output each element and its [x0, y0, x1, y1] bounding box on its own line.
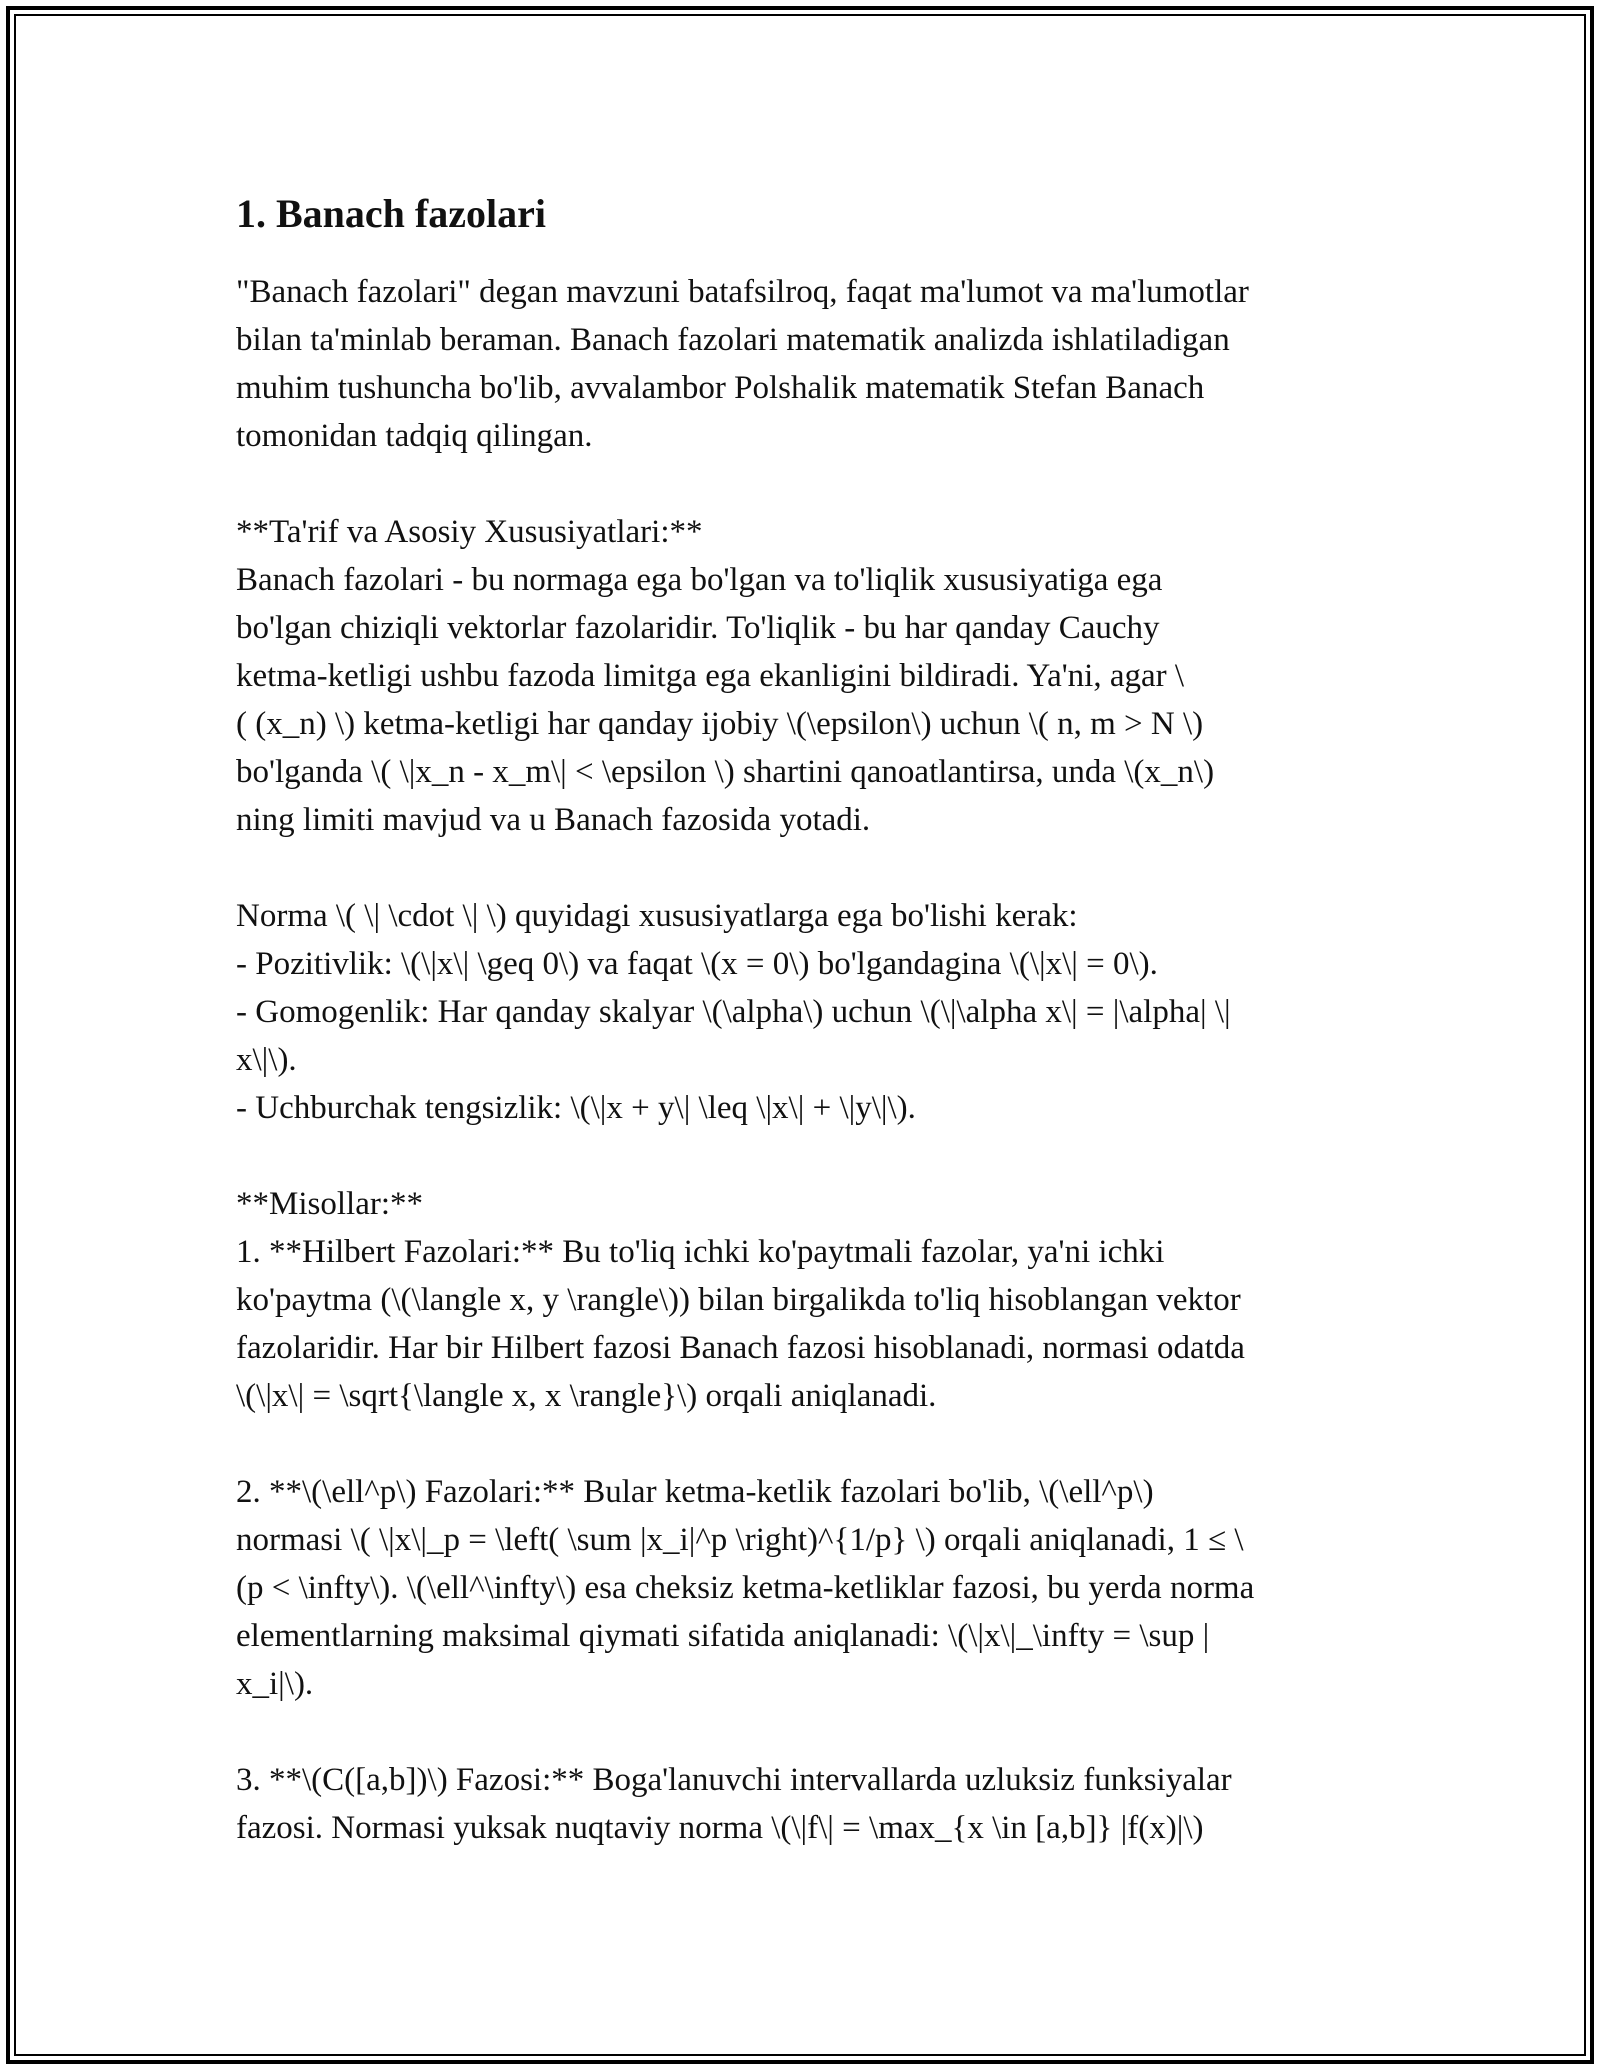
text-line: ko'paytma (\(\langle x, y \rangle\)) bilan birgalikda to'liq hisoblangan vektor: [236, 1282, 1241, 1318]
list-item-line: - Pozitivlik: \(\|x\| \geq 0\) va faqat \(x = 0\) bo'lgandagina \(\|x\| = 0\).: [236, 946, 1158, 982]
subheading-line: **Ta'rif va Asosiy Xususiyatlari:**: [236, 514, 703, 550]
text-line: normasi \( \|x\|_p = \left( \sum |x_i|^p \right)^{1/p} \) orqali aniqlanadi, 1 ≤ \: [236, 1522, 1244, 1558]
text-line: ning limiti mavjud va u Banach fazosida yotadi.: [236, 802, 871, 838]
text-line: tomonidan tadqiq qilingan.: [236, 418, 593, 454]
section-title: 1. Banach fazolari: [236, 191, 546, 236]
text-line: elementlarning maksimal qiymati sifatida aniqlanadi: \(\|x\|_\infty = \sup |: [236, 1618, 1210, 1654]
text-line: x_i|\).: [236, 1666, 314, 1702]
text-line: muhim tushuncha bo'lib, avvalambor Polshalik matematik Stefan Banach: [236, 370, 1205, 406]
text-line: ketma-ketligi ushbu fazoda limitga ega ekanligini bildiradi. Ya'ni, agar \: [236, 658, 1185, 694]
list-item-line: 3. **\(C([a,b])\) Fazosi:** Boga'lanuvchi intervallarda uzluksiz funksiyalar: [236, 1762, 1232, 1798]
text-line: (p < \infty\). \(\ell^\infty\) esa cheksiz ketma-ketliklar fazosi, bu yerda norma: [236, 1570, 1255, 1606]
list-item-line: - Uchburchak tengsizlik: \(\|x + y\| \leq \|x\| + \|y\|\).: [236, 1090, 916, 1126]
text-line: bo'lganda \( \|x_n - x_m\| < \epsilon \) shartini qanoatlantirsa, unda \(x_n\): [236, 754, 1215, 790]
text-line: bilan ta'minlab beraman. Banach fazolari matematik analizda ishlatiladigan: [236, 322, 1230, 358]
text-line: Banach fazolari - bu normaga ega bo'lgan va to'liqlik xususiyatiga ega: [236, 562, 1163, 598]
list-item-line: - Gomogenlik: Har qanday skalyar \(\alpha\) uchun \(\|\alpha x\| = |\alpha| \|: [236, 994, 1231, 1030]
list-item-line: 2. **\(\ell^p\) Fazolari:** Bular ketma-ketlik fazolari bo'lib, \(\ell^p\): [236, 1474, 1154, 1510]
text-line: \(\|x\| = \sqrt{\langle x, x \rangle}\) orqali aniqlanadi.: [236, 1378, 937, 1414]
text-line: ( (x_n) \) ketma-ketligi har qanday ijobiy \(\epsilon\) uchun \( n, m > N \): [236, 706, 1204, 742]
text-line: Norma \( \| \cdot \| \) quyidagi xususiyatlarga ega bo'lishi kerak:: [236, 898, 1078, 934]
list-item-line: 1. **Hilbert Fazolari:** Bu to'liq ichki ko'paytmali fazolar, ya'ni ichki: [236, 1234, 1165, 1270]
text-line: bo'lgan chiziqli vektorlar fazolaridir. To'liqlik - bu har qanday Cauchy: [236, 610, 1160, 646]
text-line: fazosi. Normasi yuksak nuqtaviy norma \(\|f\| = \max_{x \in [a,b]} |f(x)|\): [236, 1810, 1204, 1846]
list-item-line: x\|\).: [236, 1042, 297, 1078]
text-line: fazolaridir. Har bir Hilbert fazosi Banach fazosi hisoblanadi, normasi odatda: [236, 1330, 1245, 1366]
subheading-line: **Misollar:**: [236, 1186, 423, 1222]
text-line: "Banach fazolari" degan mavzuni batafsilroq, faqat ma'lumot va ma'lumotlar: [236, 274, 1249, 310]
